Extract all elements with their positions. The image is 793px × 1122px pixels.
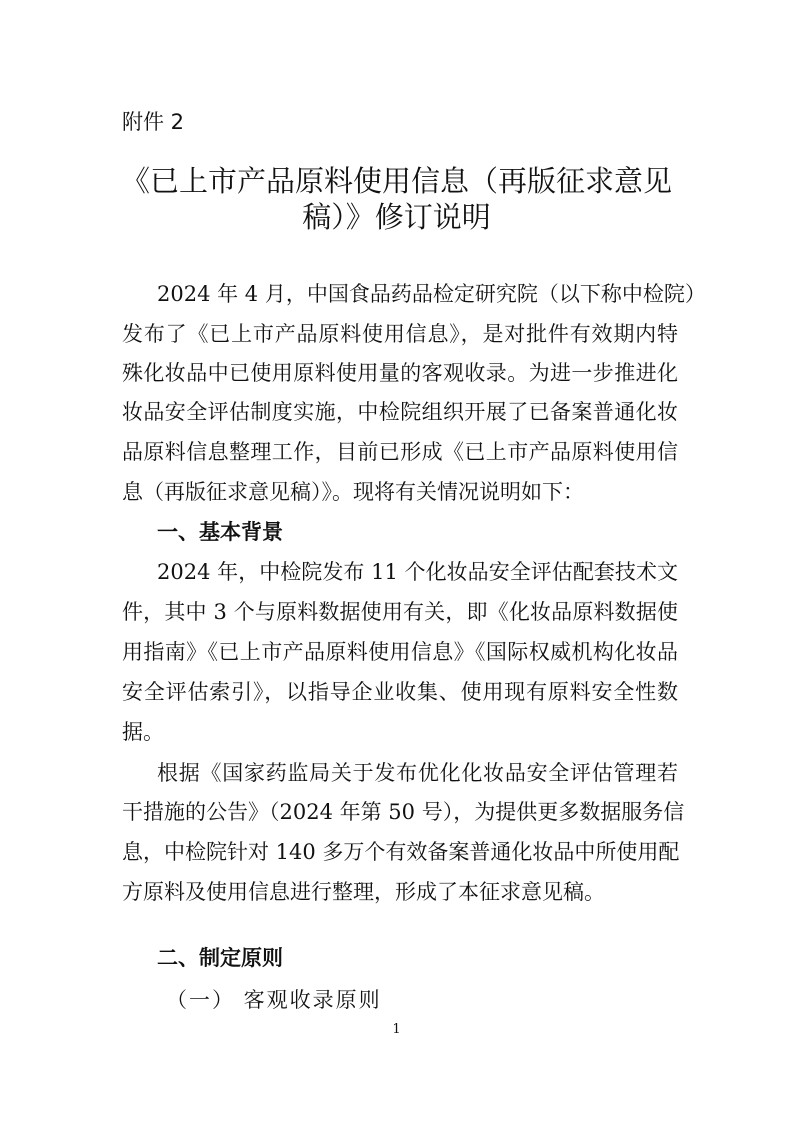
document-title-line-1: 《已上市产品原料使用信息（再版征求意见 xyxy=(120,164,672,198)
paragraph-line: 用指南》《已上市产品原料使用信息》《国际权威机构化妆品 xyxy=(122,640,678,664)
intro-line: 息（再版征求意见稿）》。现将有关情况说明如下： xyxy=(122,480,584,504)
section-heading: 一、基本背景 xyxy=(157,520,283,544)
paragraph-line: 2024 年，中检院发布 11 个化妆品安全评估配套技术文 xyxy=(157,560,678,584)
page-number: 1 xyxy=(392,1022,401,1037)
subsection-heading: （一） 客观收录原则 xyxy=(166,988,382,1012)
intro-line: 品原料信息整理工作，目前已形成《已上市产品原料使用信 xyxy=(122,440,678,464)
paragraph-line: 安全评估索引》，以指导企业收集、使用现有原料安全性数 xyxy=(122,680,678,704)
intro-line: 发布了《已上市产品原料使用信息》，是对批件有效期内特 xyxy=(122,322,678,346)
document-title-line-2: 稿）》修订说明 xyxy=(302,200,491,234)
paragraph-line: 件，其中 3 个与原料数据使用有关，即《化妆品原料数据使 xyxy=(122,600,678,624)
paragraph-line: 方原料及使用信息进行整理，形成了本征求意见稿。 xyxy=(122,880,605,904)
intro-line: 殊化妆品中已使用原料使用量的客观收录。为进一步推进化 xyxy=(122,361,678,385)
paragraph-line: 根据《国家药监局关于发布优化化妆品安全评估管理若 xyxy=(157,761,678,785)
section-heading: 二、制定原则 xyxy=(157,946,283,970)
intro-line: 2024 年 4 月，中国食品药品检定研究院（以下称中检院） xyxy=(157,282,706,306)
paragraph-line: 干措施的公告》（2024 年第 50 号），为提供更多数据服务信 xyxy=(122,800,685,824)
paragraph-line: 据。 xyxy=(122,720,164,744)
paragraph-line: 息，中检院针对 140 多万个有效备案普通化妆品中所使用配 xyxy=(122,840,680,864)
attachment-label: 附件 2 xyxy=(122,110,185,134)
intro-line: 妆品安全评估制度实施，中检院组织开展了已备案普通化妆 xyxy=(122,400,678,424)
